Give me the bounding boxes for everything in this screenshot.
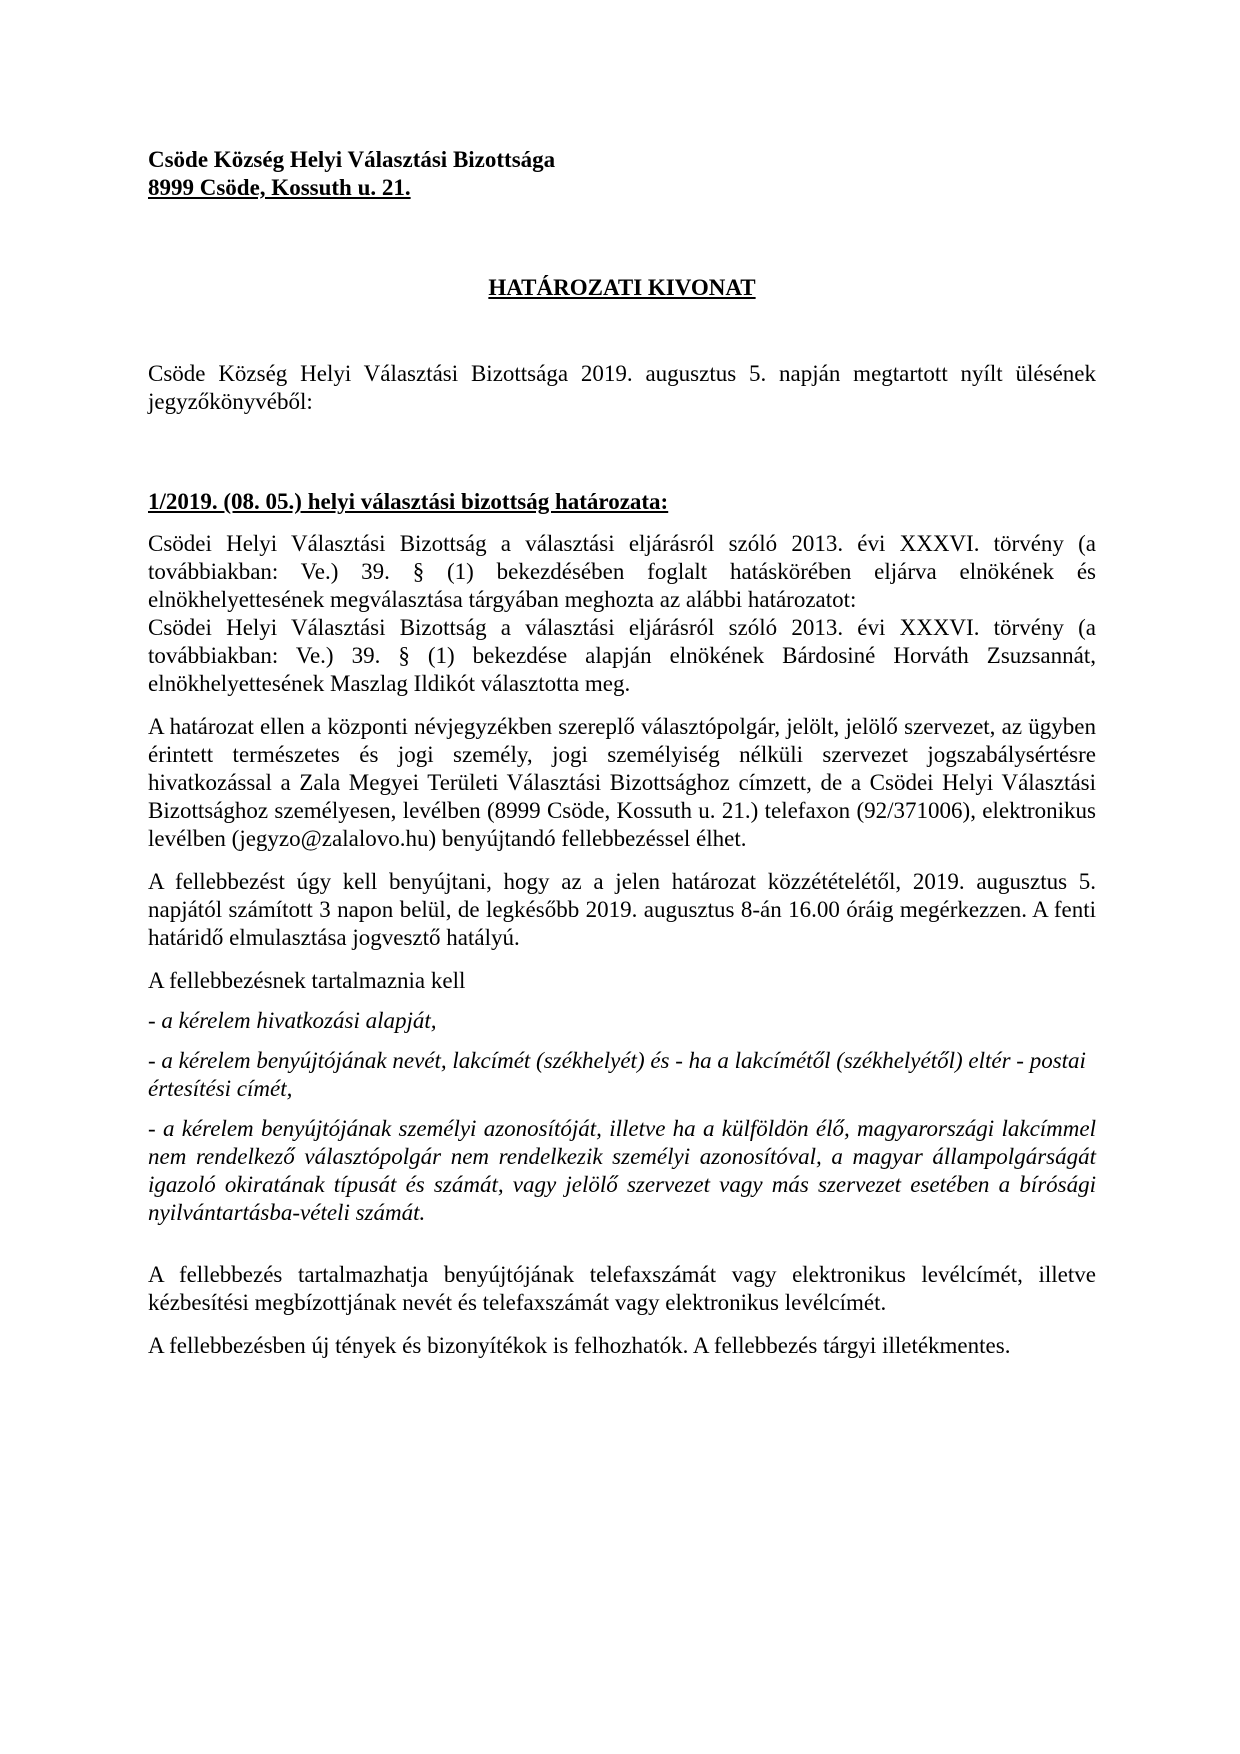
- decision-paragraph: Csödei Helyi Választási Bizottság a választási eljárásról szóló 2013. évi XXXVI. törvény (a továbbiakban: Ve.) 39. § (1) bekezdése alapján elnökének Bárdosiné Horváth Zsuzsannát, elnökhelyettesének Maszlag Ildikót választotta meg.: [148, 615, 1096, 696]
- resolution-heading: 1/2019. (08. 05.) helyi választási bizottság határozata:: [148, 489, 669, 514]
- organization-name: Csöde Község Helyi Választási Bizottsága: [148, 147, 556, 172]
- intro-paragraph: Csöde Község Helyi Választási Bizottsága 2019. augusztus 5. napján megtartott nyílt ülésének jegyzőkönyvéből:: [148, 361, 1096, 414]
- requirement-item: - a kérelem benyújtójának nevét, lakcímét (székhelyét) és - ha a lakcímétől (székhelyétől) eltér - postai értesítési címét,: [148, 1048, 1086, 1101]
- optional-contents-paragraph: A fellebbezés tartalmazhatja benyújtójának telefaxszámát vagy elektronikus levélcímét, illetve kézbesítési megbízottjának nevét és telefaxszámát vagy elektronikus levélcímét.: [148, 1262, 1096, 1315]
- decision-preamble-paragraph: Csödei Helyi Választási Bizottság a választási eljárásról szóló 2013. évi XXXVI. törvény (a továbbiakban: Ve.) 39. § (1) bekezdésében foglalt hatáskörében eljárva elnökének és elnökhelyettesének megválasztása tárgyában meghozta az alábbi határozatot:: [148, 531, 1096, 612]
- appeal-rights-paragraph: A határozat ellen a központi névjegyzékben szereplő választópolgár, jelölt, jelölő szervezet, az ügyben érintett természetes és jogi személy, jogi személyiség nélküli szervezet jogszabálysértésre hivatkozással a Zala Megyei Területi Választási Bizottsághoz címzett, de a Csödei Helyi Választási Bizottsághoz személyesen, levélben (8999 Csöde, Kossuth u. 21.) telefaxon (92/371006), elektronikus levélben (jegyzo@zalalovo.hu) benyújtandó fellebbezéssel élhet.: [148, 714, 1096, 851]
- appeal-contents-intro: A fellebbezésnek tartalmaznia kell: [148, 968, 466, 993]
- closing-paragraph: A fellebbezésben új tények és bizonyítékok is felhozhatók. A fellebbezés tárgyi illetékmentes.: [148, 1333, 1011, 1358]
- requirement-item: - a kérelem benyújtójának személyi azonosítóját, illetve ha a külföldön élő, magyarországi lakcímmel nem rendelkező választópolgár nem rendelkezik személyi azonosítóval, a magyar állampolgárságát igazoló okiratának típusát és számát, vagy jelölő szervezet vagy más szervezet esetében a bírósági nyilvántartásba-vételi számát.: [148, 1116, 1096, 1225]
- requirement-item: - a kérelem hivatkozási alapját,: [148, 1008, 437, 1033]
- organization-address: 8999 Csöde, Kossuth u. 21.: [148, 175, 411, 200]
- appeal-deadline-paragraph: A fellebbezést úgy kell benyújtani, hogy az a jelen határozat közzétételétől, 2019. augusztus 5. napjától számított 3 napon belül, de legkésőbb 2019. augusztus 8-án 16.00 óráig megérkezzen. A fenti határidő elmulasztása jogvesztő hatályú.: [148, 869, 1096, 950]
- document-title: HATÁROZATI KIVONAT: [488, 275, 756, 300]
- document-body: [148, 146, 1096, 1360]
